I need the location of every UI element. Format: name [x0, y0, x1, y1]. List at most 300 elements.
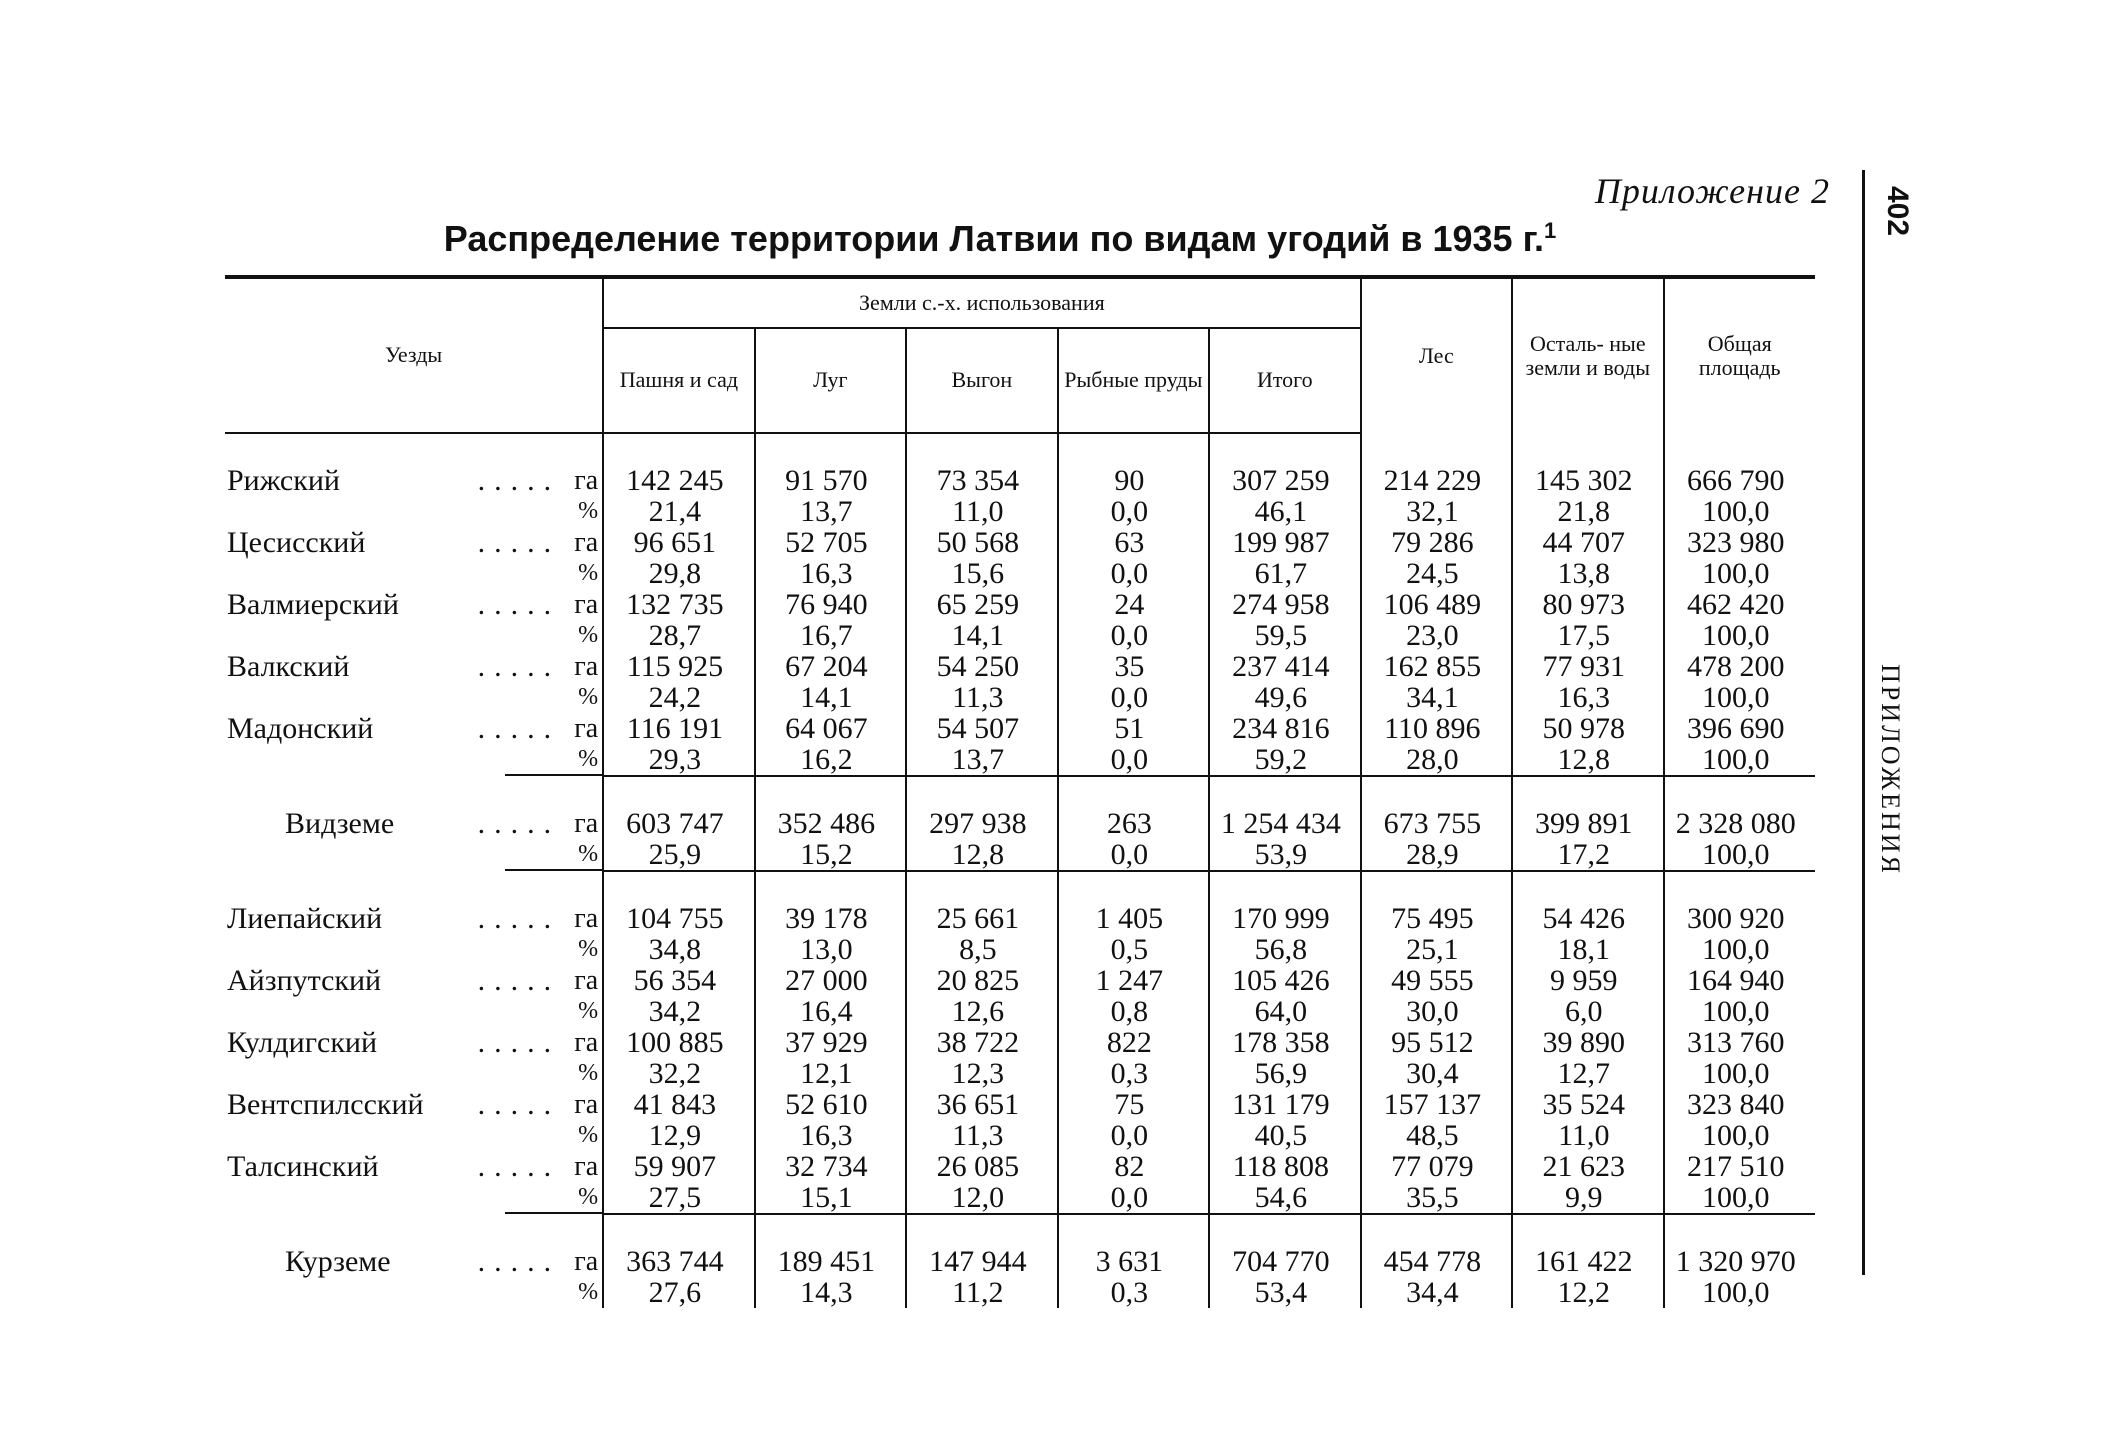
table-row-pct — [225, 1120, 1815, 1151]
unit-ha: га — [574, 651, 599, 682]
cell-hectares: 79 286 — [1361, 527, 1512, 558]
row-label-cell — [225, 1277, 603, 1308]
cell-percent: 0,0 — [1058, 1182, 1209, 1214]
cell-hectares: 161 422 — [1512, 1246, 1663, 1277]
row-label-cell — [225, 839, 603, 871]
cell-hectares: 131 179 — [1209, 1089, 1361, 1120]
cell-percent: 12,7 — [1512, 1058, 1663, 1089]
county-name: Кулдигский — [227, 1026, 378, 1059]
cell-percent: 0,8 — [1058, 996, 1209, 1027]
leader-dots: ..... — [477, 1026, 561, 1059]
cell-hectares: 1 320 970 — [1664, 1246, 1815, 1277]
header-meadow: Луг — [755, 328, 906, 433]
cell-percent: 12,3 — [906, 1058, 1057, 1089]
county-name: Курземе — [285, 1245, 391, 1278]
leader-dots: ..... — [477, 526, 561, 559]
gap-cell — [1361, 871, 1512, 903]
cell-percent: 25,1 — [1361, 934, 1512, 965]
cell-hectares: 41 843 — [603, 1089, 754, 1120]
cell-hectares: 313 760 — [1664, 1027, 1815, 1058]
cell-hectares: 21 623 — [1512, 1151, 1663, 1182]
cell-hectares: 50 568 — [906, 527, 1057, 558]
cell-percent: 53,9 — [1209, 839, 1361, 871]
unit-ha: га — [574, 808, 599, 839]
unit-percent: % — [578, 998, 599, 1024]
cell-hectares: 67 204 — [755, 651, 906, 682]
cell-hectares: 396 690 — [1664, 713, 1815, 744]
cell-hectares: 39 890 — [1512, 1027, 1663, 1058]
table-body — [225, 433, 1815, 1308]
cell-percent: 21,8 — [1512, 496, 1663, 527]
unit-ha: га — [574, 1151, 599, 1182]
unit-ha: га — [574, 465, 599, 496]
cell-hectares: 118 808 — [1209, 1151, 1361, 1182]
table-row-pct — [225, 496, 1815, 527]
cell-percent: 16,3 — [755, 558, 906, 589]
cell-percent: 46,1 — [1209, 496, 1361, 527]
cell-percent: 23,0 — [1361, 620, 1512, 651]
cell-hectares: 3 631 — [1058, 1246, 1209, 1277]
header-pasture: Выгон — [906, 328, 1057, 433]
cell-hectares: 75 — [1058, 1089, 1209, 1120]
unit-percent: % — [578, 684, 599, 710]
table-header — [225, 277, 1815, 433]
header-fish-ponds: Рыбные пруды — [1058, 328, 1209, 433]
cell-hectares: 44 707 — [1512, 527, 1663, 558]
row-gap — [225, 776, 1815, 808]
gap-cell — [906, 433, 1057, 465]
header-county: Уезды — [225, 277, 603, 433]
table-row-ha — [225, 589, 1815, 620]
row-label-cell — [225, 1089, 603, 1120]
cell-hectares: 274 958 — [1209, 589, 1361, 620]
header-agri-group: Земли с.-х. использования — [603, 277, 1360, 328]
cell-hectares: 164 940 — [1664, 965, 1815, 996]
cell-percent: 53,4 — [1209, 1277, 1361, 1308]
cell-percent: 100,0 — [1664, 1277, 1815, 1308]
cell-hectares: 462 420 — [1664, 589, 1815, 620]
unit-percent: % — [578, 1279, 599, 1305]
cell-percent: 16,3 — [1512, 682, 1663, 713]
cell-hectares: 399 891 — [1512, 808, 1663, 839]
cell-percent: 0,0 — [1058, 1120, 1209, 1151]
cell-hectares: 95 512 — [1361, 1027, 1512, 1058]
cell-percent: 13,7 — [755, 496, 906, 527]
title-text: Распределение территории Латвии по видам угодий в 1935 г. — [443, 218, 1544, 259]
gap-cell — [906, 776, 1057, 808]
cell-percent: 32,2 — [603, 1058, 754, 1089]
gap-cell — [1209, 776, 1361, 808]
cell-hectares: 142 245 — [603, 465, 754, 496]
cell-percent: 0,0 — [1058, 839, 1209, 871]
leader-dots: ..... — [477, 1150, 561, 1183]
table-row-ha — [225, 527, 1815, 558]
cell-percent: 56,9 — [1209, 1058, 1361, 1089]
row-label-cell — [225, 965, 603, 996]
header-arable: Пашня и сад — [603, 328, 754, 433]
cell-percent: 12,8 — [906, 839, 1057, 871]
gap-cell — [1058, 1214, 1209, 1246]
unit-ha: га — [574, 1027, 599, 1058]
cell-percent: 34,8 — [603, 934, 754, 965]
cell-percent: 100,0 — [1664, 839, 1815, 871]
unit-ha: га — [574, 713, 599, 744]
county-name: Айзпутский — [227, 964, 382, 997]
cell-percent: 100,0 — [1664, 1058, 1815, 1089]
cell-hectares: 52 610 — [755, 1089, 906, 1120]
row-label-cell — [225, 496, 603, 527]
cell-hectares: 2 328 080 — [1664, 808, 1815, 839]
gap-cell — [1512, 433, 1663, 465]
gap-cell — [1209, 1214, 1361, 1246]
page-title — [300, 218, 1700, 260]
unit-percent: % — [578, 936, 599, 962]
cell-percent: 11,0 — [906, 496, 1057, 527]
cell-percent: 16,2 — [755, 744, 906, 776]
cell-hectares: 75 495 — [1361, 903, 1512, 934]
row-label-cell — [225, 651, 603, 682]
cell-hectares: 38 722 — [906, 1027, 1057, 1058]
cell-hectares: 35 524 — [1512, 1089, 1663, 1120]
cell-percent: 56,8 — [1209, 934, 1361, 965]
row-label-cell — [225, 465, 603, 496]
land-use-table — [225, 275, 1815, 1308]
cell-percent: 18,1 — [1512, 934, 1663, 965]
unit-ha: га — [574, 903, 599, 934]
county-name: Валмиерский — [227, 588, 399, 621]
cell-hectares: 39 178 — [755, 903, 906, 934]
cell-percent: 13,7 — [906, 744, 1057, 776]
cell-percent: 12,1 — [755, 1058, 906, 1089]
cell-hectares: 24 — [1058, 589, 1209, 620]
table-row-ha — [225, 1246, 1815, 1277]
gap-cell — [1664, 776, 1815, 808]
side-section-label: ПРИЛОЖЕНИЯ — [1876, 664, 1905, 876]
cell-hectares: 63 — [1058, 527, 1209, 558]
cell-percent: 100,0 — [1664, 558, 1815, 589]
cell-percent: 35,5 — [1361, 1182, 1512, 1214]
row-label-cell — [225, 903, 603, 934]
cell-hectares: 454 778 — [1361, 1246, 1512, 1277]
unit-ha: га — [574, 589, 599, 620]
cell-percent: 12,2 — [1512, 1277, 1663, 1308]
cell-hectares: 100 885 — [603, 1027, 754, 1058]
gap-cell — [1664, 433, 1815, 465]
leader-dots: ..... — [477, 464, 561, 497]
cell-hectares: 50 978 — [1512, 713, 1663, 744]
table-row-ha — [225, 965, 1815, 996]
cell-percent: 6,0 — [1512, 996, 1663, 1027]
cell-hectares: 73 354 — [906, 465, 1057, 496]
cell-hectares: 214 229 — [1361, 465, 1512, 496]
cell-hectares: 157 137 — [1361, 1089, 1512, 1120]
cell-hectares: 116 191 — [603, 713, 754, 744]
county-name: Лиепайский — [227, 902, 383, 935]
cell-hectares: 217 510 — [1664, 1151, 1815, 1182]
gap-cell — [1209, 871, 1361, 903]
unit-percent: % — [578, 746, 599, 772]
cell-hectares: 82 — [1058, 1151, 1209, 1182]
row-label-cell — [225, 744, 603, 776]
cell-percent: 24,2 — [603, 682, 754, 713]
cell-hectares: 106 489 — [1361, 589, 1512, 620]
table-row-pct — [225, 682, 1815, 713]
cell-hectares: 178 358 — [1209, 1027, 1361, 1058]
cell-hectares: 323 840 — [1664, 1089, 1815, 1120]
gap-cell — [906, 871, 1057, 903]
county-name: Мадонский — [227, 712, 374, 745]
county-name: Видземе — [285, 807, 395, 840]
cell-percent: 30,4 — [1361, 1058, 1512, 1089]
cell-percent: 21,4 — [603, 496, 754, 527]
cell-percent: 100,0 — [1664, 682, 1815, 713]
row-label-cell — [225, 1027, 603, 1058]
cell-percent: 14,1 — [906, 620, 1057, 651]
table-row-ha — [225, 1089, 1815, 1120]
cell-percent: 0,0 — [1058, 496, 1209, 527]
page-number: 402 — [1881, 186, 1914, 237]
cell-hectares: 49 555 — [1361, 965, 1512, 996]
cell-percent: 28,7 — [603, 620, 754, 651]
cell-percent: 12,0 — [906, 1182, 1057, 1214]
gap-cell — [1361, 776, 1512, 808]
unit-percent: % — [578, 560, 599, 586]
cell-percent: 24,5 — [1361, 558, 1512, 589]
county-name: Рижский — [227, 464, 340, 497]
gap-cell — [1512, 871, 1663, 903]
row-label-cell — [225, 527, 603, 558]
header-area: Общая площадь — [1664, 277, 1815, 433]
cell-hectares: 26 085 — [906, 1151, 1057, 1182]
cell-percent: 12,6 — [906, 996, 1057, 1027]
cell-hectares: 673 755 — [1361, 808, 1512, 839]
cell-hectares: 147 944 — [906, 1246, 1057, 1277]
cell-hectares: 603 747 — [603, 808, 754, 839]
leader-dots: ..... — [477, 1245, 561, 1278]
row-label-cell — [225, 808, 603, 839]
unit-percent: % — [578, 1184, 599, 1210]
row-gap — [225, 1214, 1815, 1246]
leader-dots: ..... — [477, 650, 561, 683]
row-label-cell — [225, 1182, 603, 1214]
cell-percent: 29,3 — [603, 744, 754, 776]
cell-hectares: 105 426 — [1209, 965, 1361, 996]
cell-hectares: 132 735 — [603, 589, 754, 620]
cell-hectares: 35 — [1058, 651, 1209, 682]
cell-hectares: 110 896 — [1361, 713, 1512, 744]
cell-percent: 14,1 — [755, 682, 906, 713]
cell-percent: 0,3 — [1058, 1277, 1209, 1308]
cell-percent: 64,0 — [1209, 996, 1361, 1027]
cell-hectares: 162 855 — [1361, 651, 1512, 682]
cell-hectares: 54 426 — [1512, 903, 1663, 934]
cell-hectares: 56 354 — [603, 965, 754, 996]
cell-hectares: 189 451 — [755, 1246, 906, 1277]
row-label-cell — [225, 1246, 603, 1277]
cell-percent: 15,1 — [755, 1182, 906, 1214]
margin-rule — [1862, 170, 1865, 1275]
cell-percent: 49,6 — [1209, 682, 1361, 713]
cell-percent: 15,2 — [755, 839, 906, 871]
cell-hectares: 54 250 — [906, 651, 1057, 682]
cell-percent: 11,3 — [906, 682, 1057, 713]
cell-percent: 12,8 — [1512, 744, 1663, 776]
cell-percent: 17,2 — [1512, 839, 1663, 871]
unit-percent: % — [578, 841, 599, 867]
header-total: Итого — [1209, 328, 1361, 433]
unit-percent: % — [578, 498, 599, 524]
gap-cell — [1664, 1214, 1815, 1246]
cell-hectares: 9 959 — [1512, 965, 1663, 996]
table-row-pct — [225, 839, 1815, 871]
table-row-pct — [225, 744, 1815, 776]
cell-hectares: 27 000 — [755, 965, 906, 996]
row-label-cell — [225, 934, 603, 965]
cell-hectares: 77 079 — [1361, 1151, 1512, 1182]
cell-percent: 13,0 — [755, 934, 906, 965]
cell-hectares: 704 770 — [1209, 1246, 1361, 1277]
row-gap — [225, 871, 1815, 903]
cell-percent: 8,5 — [906, 934, 1057, 965]
cell-hectares: 90 — [1058, 465, 1209, 496]
title-footnote: 1 — [1543, 218, 1557, 243]
unit-percent: % — [578, 1122, 599, 1148]
cell-hectares: 76 940 — [755, 589, 906, 620]
cell-hectares: 77 931 — [1512, 651, 1663, 682]
cell-percent: 11,3 — [906, 1120, 1057, 1151]
cell-percent: 16,3 — [755, 1120, 906, 1151]
row-gap — [225, 433, 1815, 465]
table-row-ha — [225, 651, 1815, 682]
leader-dots: ..... — [477, 712, 561, 745]
row-label-cell — [225, 558, 603, 589]
table-row-ha — [225, 465, 1815, 496]
row-label-cell — [225, 589, 603, 620]
cell-hectares: 115 925 — [603, 651, 754, 682]
gap-cell — [603, 776, 754, 808]
cell-hectares: 307 259 — [1209, 465, 1361, 496]
row-label-cell — [225, 1151, 603, 1182]
cell-hectares: 64 067 — [755, 713, 906, 744]
leader-dots: ..... — [477, 902, 561, 935]
leader-dots: ..... — [477, 964, 561, 997]
cell-percent: 100,0 — [1664, 620, 1815, 651]
gap-cell — [1361, 433, 1512, 465]
cell-percent: 32,1 — [1361, 496, 1512, 527]
cell-hectares: 199 987 — [1209, 527, 1361, 558]
cell-hectares: 59 907 — [603, 1151, 754, 1182]
cell-percent: 100,0 — [1664, 934, 1815, 965]
cell-hectares: 51 — [1058, 713, 1209, 744]
cell-hectares: 300 920 — [1664, 903, 1815, 934]
cell-percent: 0,0 — [1058, 744, 1209, 776]
header-forest: Лес — [1361, 277, 1512, 433]
cell-hectares: 20 825 — [906, 965, 1057, 996]
unit-ha: га — [574, 1089, 599, 1120]
gap-cell — [603, 433, 754, 465]
cell-hectares: 25 661 — [906, 903, 1057, 934]
row-label-cell — [225, 996, 603, 1027]
cell-percent: 100,0 — [1664, 1120, 1815, 1151]
leader-dots: ..... — [477, 588, 561, 621]
cell-percent: 100,0 — [1664, 744, 1815, 776]
cell-hectares: 52 705 — [755, 527, 906, 558]
cell-percent: 13,8 — [1512, 558, 1663, 589]
cell-hectares: 352 486 — [755, 808, 906, 839]
cell-hectares: 37 929 — [755, 1027, 906, 1058]
cell-percent: 100,0 — [1664, 496, 1815, 527]
leader-dots: ..... — [477, 1088, 561, 1121]
table-row-ha — [225, 713, 1815, 744]
cell-percent: 40,5 — [1209, 1120, 1361, 1151]
cell-hectares: 666 790 — [1664, 465, 1815, 496]
gap-cell — [755, 1214, 906, 1246]
gap-cell — [225, 776, 603, 808]
cell-percent: 27,5 — [603, 1182, 754, 1214]
cell-percent: 59,5 — [1209, 620, 1361, 651]
header-other: Осталь- ные земли и воды — [1512, 277, 1663, 433]
cell-percent: 61,7 — [1209, 558, 1361, 589]
cell-hectares: 822 — [1058, 1027, 1209, 1058]
cell-percent: 100,0 — [1664, 1182, 1815, 1214]
gap-cell — [225, 871, 603, 903]
cell-percent: 17,5 — [1512, 620, 1663, 651]
cell-percent: 16,7 — [755, 620, 906, 651]
table-row-ha — [225, 1151, 1815, 1182]
cell-percent: 25,9 — [603, 839, 754, 871]
cell-percent: 0,3 — [1058, 1058, 1209, 1089]
table-row-ha — [225, 1027, 1815, 1058]
unit-ha: га — [574, 527, 599, 558]
cell-percent: 0,0 — [1058, 558, 1209, 589]
appendix-label: Приложение 2 — [1594, 171, 1830, 211]
county-name: Вентспилсский — [227, 1088, 424, 1121]
cell-percent: 30,0 — [1361, 996, 1512, 1027]
gap-cell — [755, 433, 906, 465]
cell-hectares: 91 570 — [755, 465, 906, 496]
table-row-pct — [225, 934, 1815, 965]
gap-cell — [1512, 776, 1663, 808]
table-row-pct — [225, 1182, 1815, 1214]
cell-hectares: 54 507 — [906, 713, 1057, 744]
cell-percent: 16,4 — [755, 996, 906, 1027]
cell-percent: 27,6 — [603, 1277, 754, 1308]
row-label-cell — [225, 1058, 603, 1089]
gap-cell — [225, 433, 603, 465]
cell-hectares: 1 254 434 — [1209, 808, 1361, 839]
cell-hectares: 36 651 — [906, 1089, 1057, 1120]
table-row-pct — [225, 996, 1815, 1027]
table-row-pct — [225, 1058, 1815, 1089]
row-label-cell — [225, 620, 603, 651]
cell-percent: 9,9 — [1512, 1182, 1663, 1214]
cell-percent: 0,5 — [1058, 934, 1209, 965]
gap-cell — [755, 871, 906, 903]
cell-percent: 54,6 — [1209, 1182, 1361, 1214]
gap-cell — [906, 1214, 1057, 1246]
leader-dots: ..... — [477, 807, 561, 840]
gap-cell — [1058, 871, 1209, 903]
cell-percent: 34,4 — [1361, 1277, 1512, 1308]
gap-cell — [1361, 1214, 1512, 1246]
cell-percent: 0,0 — [1058, 682, 1209, 713]
cell-hectares: 32 734 — [755, 1151, 906, 1182]
county-name: Цесисский — [227, 526, 366, 559]
row-label-cell — [225, 713, 603, 744]
cell-hectares: 478 200 — [1664, 651, 1815, 682]
table-row-ha — [225, 903, 1815, 934]
cell-percent: 15,6 — [906, 558, 1057, 589]
